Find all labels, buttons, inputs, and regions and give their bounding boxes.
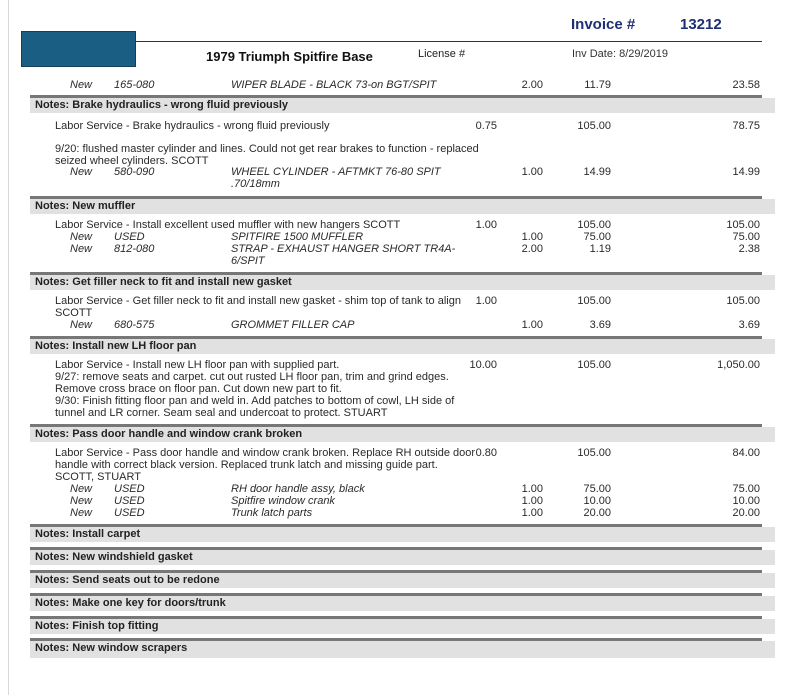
page-left-border	[8, 0, 9, 695]
labor-total: 1,050.00	[717, 359, 760, 371]
labor-description: Labor Service - Brake hydraulics - wrong fluid previously	[55, 120, 330, 132]
part-price: 11.79	[584, 79, 611, 91]
labor-description-cont: handle with correct black version. Replaced trunk latch and missing guide part.	[55, 459, 438, 471]
part-condition: New	[70, 483, 93, 495]
part-condition: New	[70, 79, 93, 91]
part-description: STRAP - EXHAUST HANGER SHORT TR4A-	[231, 243, 456, 255]
part-condition: New	[70, 319, 93, 331]
part-qty: 1.00	[521, 483, 543, 495]
labor-rate: 105.00	[577, 219, 611, 231]
labor-total: 105.00	[726, 219, 760, 231]
part-description-cont: .70/18mm	[231, 178, 280, 190]
part-condition: New	[70, 495, 93, 507]
notes-header	[30, 275, 775, 290]
notes-header	[30, 641, 775, 658]
part-total: 20.00	[732, 507, 760, 519]
labor-description-cont: SCOTT	[55, 307, 93, 319]
part-condition: New	[70, 231, 93, 243]
notes-header	[30, 550, 775, 565]
notes-title: Notes: Install carpet	[35, 528, 141, 540]
labor-total: 84.00	[732, 447, 760, 459]
work-detail-line: 9/27: remove seats and carpet. cut out rusted LH floor pan, trim and grind edges.	[55, 371, 449, 383]
part-number: 165-080	[114, 79, 155, 91]
notes-title: Notes: Finish top fitting	[35, 620, 159, 632]
notes-header	[30, 427, 775, 442]
labor-rate: 105.00	[577, 359, 611, 371]
part-description: GROMMET FILLER CAP	[231, 319, 355, 331]
part-price: 20.00	[583, 507, 611, 519]
labor-description-cont: SCOTT, STUART	[55, 471, 141, 483]
labor-rate: 105.00	[577, 295, 611, 307]
notes-header	[30, 619, 775, 634]
part-description-cont: 6/SPIT	[231, 255, 265, 267]
notes-title: Notes: Install new LH floor pan	[35, 340, 197, 352]
notes-header	[30, 596, 775, 611]
labor-total: 105.00	[726, 295, 760, 307]
part-price: 14.99	[583, 166, 611, 178]
part-number: 680-575	[114, 319, 155, 331]
notes-title: Notes: Make one key for doors/trunk	[35, 597, 226, 609]
work-detail-line: Remove cross brace on floor pan. Cut down new part to fit.	[55, 383, 342, 395]
part-number: USED	[114, 495, 145, 507]
work-detail-line: 9/30: Finish fitting floor pan and weld in. Add patches to bottom of cowl, LH side of	[55, 395, 455, 407]
notes-header	[30, 527, 775, 542]
invoice-number: 13212	[680, 16, 722, 33]
part-number: 812-080	[114, 243, 155, 255]
part-description: SPITFIRE 1500 MUFFLER	[231, 231, 364, 243]
header-rule	[136, 41, 762, 42]
part-number: USED	[114, 507, 145, 519]
part-description: WIPER BLADE - BLACK 73-on BGT/SPIT	[231, 79, 437, 91]
notes-header	[30, 199, 775, 214]
labor-total: 78.75	[732, 120, 760, 132]
notes-title: Notes: New window scrapers	[35, 642, 188, 654]
part-condition: New	[70, 166, 93, 178]
notes-title: Notes: Get filler neck to fit and install new gasket	[35, 276, 292, 288]
notes-header	[30, 98, 775, 113]
labor-hours: 1.00	[475, 219, 497, 231]
part-total: 14.99	[732, 166, 760, 178]
invoice-date: Inv Date: 8/29/2019	[572, 48, 669, 60]
part-qty: 1.00	[521, 507, 543, 519]
part-condition: New	[70, 243, 93, 255]
part-total: 75.00	[732, 231, 760, 243]
labor-description: Labor Service - Install new LH floor pan with supplied part.	[55, 359, 340, 371]
part-condition: New	[70, 507, 93, 519]
part-qty: 2.00	[521, 243, 543, 255]
labor-description: Labor Service - Install excellent used muffler with new hangers SCOTT	[55, 219, 401, 231]
part-number: 580-090	[114, 166, 155, 178]
part-total: 3.69	[738, 319, 760, 331]
part-qty: 1.00	[521, 231, 543, 243]
labor-hours: 0.75	[475, 120, 497, 132]
notes-header	[30, 573, 775, 588]
part-description: Trunk latch parts	[231, 507, 313, 519]
invoice-label: Invoice #	[571, 16, 636, 33]
work-detail-line: tunnel and LR corner. Seam seal and undercoat to protect. STUART	[55, 407, 388, 419]
license-label: License #	[418, 48, 466, 60]
part-total: 10.00	[732, 495, 760, 507]
part-qty: 1.00	[521, 319, 543, 331]
vehicle-title: 1979 Triumph Spitfire Base	[206, 49, 373, 64]
part-price: 75.00	[583, 231, 611, 243]
part-qty: 2.00	[521, 79, 543, 91]
notes-title: Notes: New muffler	[35, 200, 136, 212]
labor-description: Labor Service - Pass door handle and window crank broken. Replace RH outside door	[55, 447, 476, 459]
part-total: 23.58	[732, 79, 760, 91]
labor-rate: 105.00	[577, 447, 611, 459]
notes-title: Notes: Pass door handle and window crank broken	[35, 428, 303, 440]
part-qty: 1.00	[521, 495, 543, 507]
part-number: USED	[114, 231, 145, 243]
labor-hours: 0.80	[475, 447, 497, 459]
notes-title: Notes: Send seats out to be redone	[35, 574, 220, 586]
part-price: 10.00	[583, 495, 611, 507]
part-number: USED	[114, 483, 145, 495]
part-description: Spitfire window crank	[231, 495, 335, 507]
notes-header	[30, 339, 775, 354]
labor-rate: 105.00	[577, 120, 611, 132]
work-detail-line: seized wheel cylinders. SCOTT	[55, 155, 209, 167]
labor-description: Labor Service - Get filler neck to fit and install new gasket - shim top of tank to align	[55, 295, 461, 307]
part-description: RH door handle assy, black	[231, 483, 365, 495]
labor-hours: 10.00	[469, 359, 497, 371]
notes-title: Notes: New windshield gasket	[35, 551, 193, 563]
part-qty: 1.00	[521, 166, 543, 178]
part-price: 1.19	[589, 243, 611, 255]
part-total: 75.00	[732, 483, 760, 495]
labor-hours: 1.00	[475, 295, 497, 307]
part-price: 75.00	[583, 483, 611, 495]
company-logo-block	[21, 31, 136, 67]
part-total: 2.38	[738, 243, 760, 255]
part-description: WHEEL CYLINDER - AFTMKT 76-80 SPIT	[231, 166, 441, 178]
work-detail-line: 9/20: flushed master cylinder and lines. Could not get rear brakes to function - replaced	[55, 143, 479, 155]
part-price: 3.69	[589, 319, 611, 331]
notes-title: Notes: Brake hydraulics - wrong fluid previously	[35, 99, 289, 111]
